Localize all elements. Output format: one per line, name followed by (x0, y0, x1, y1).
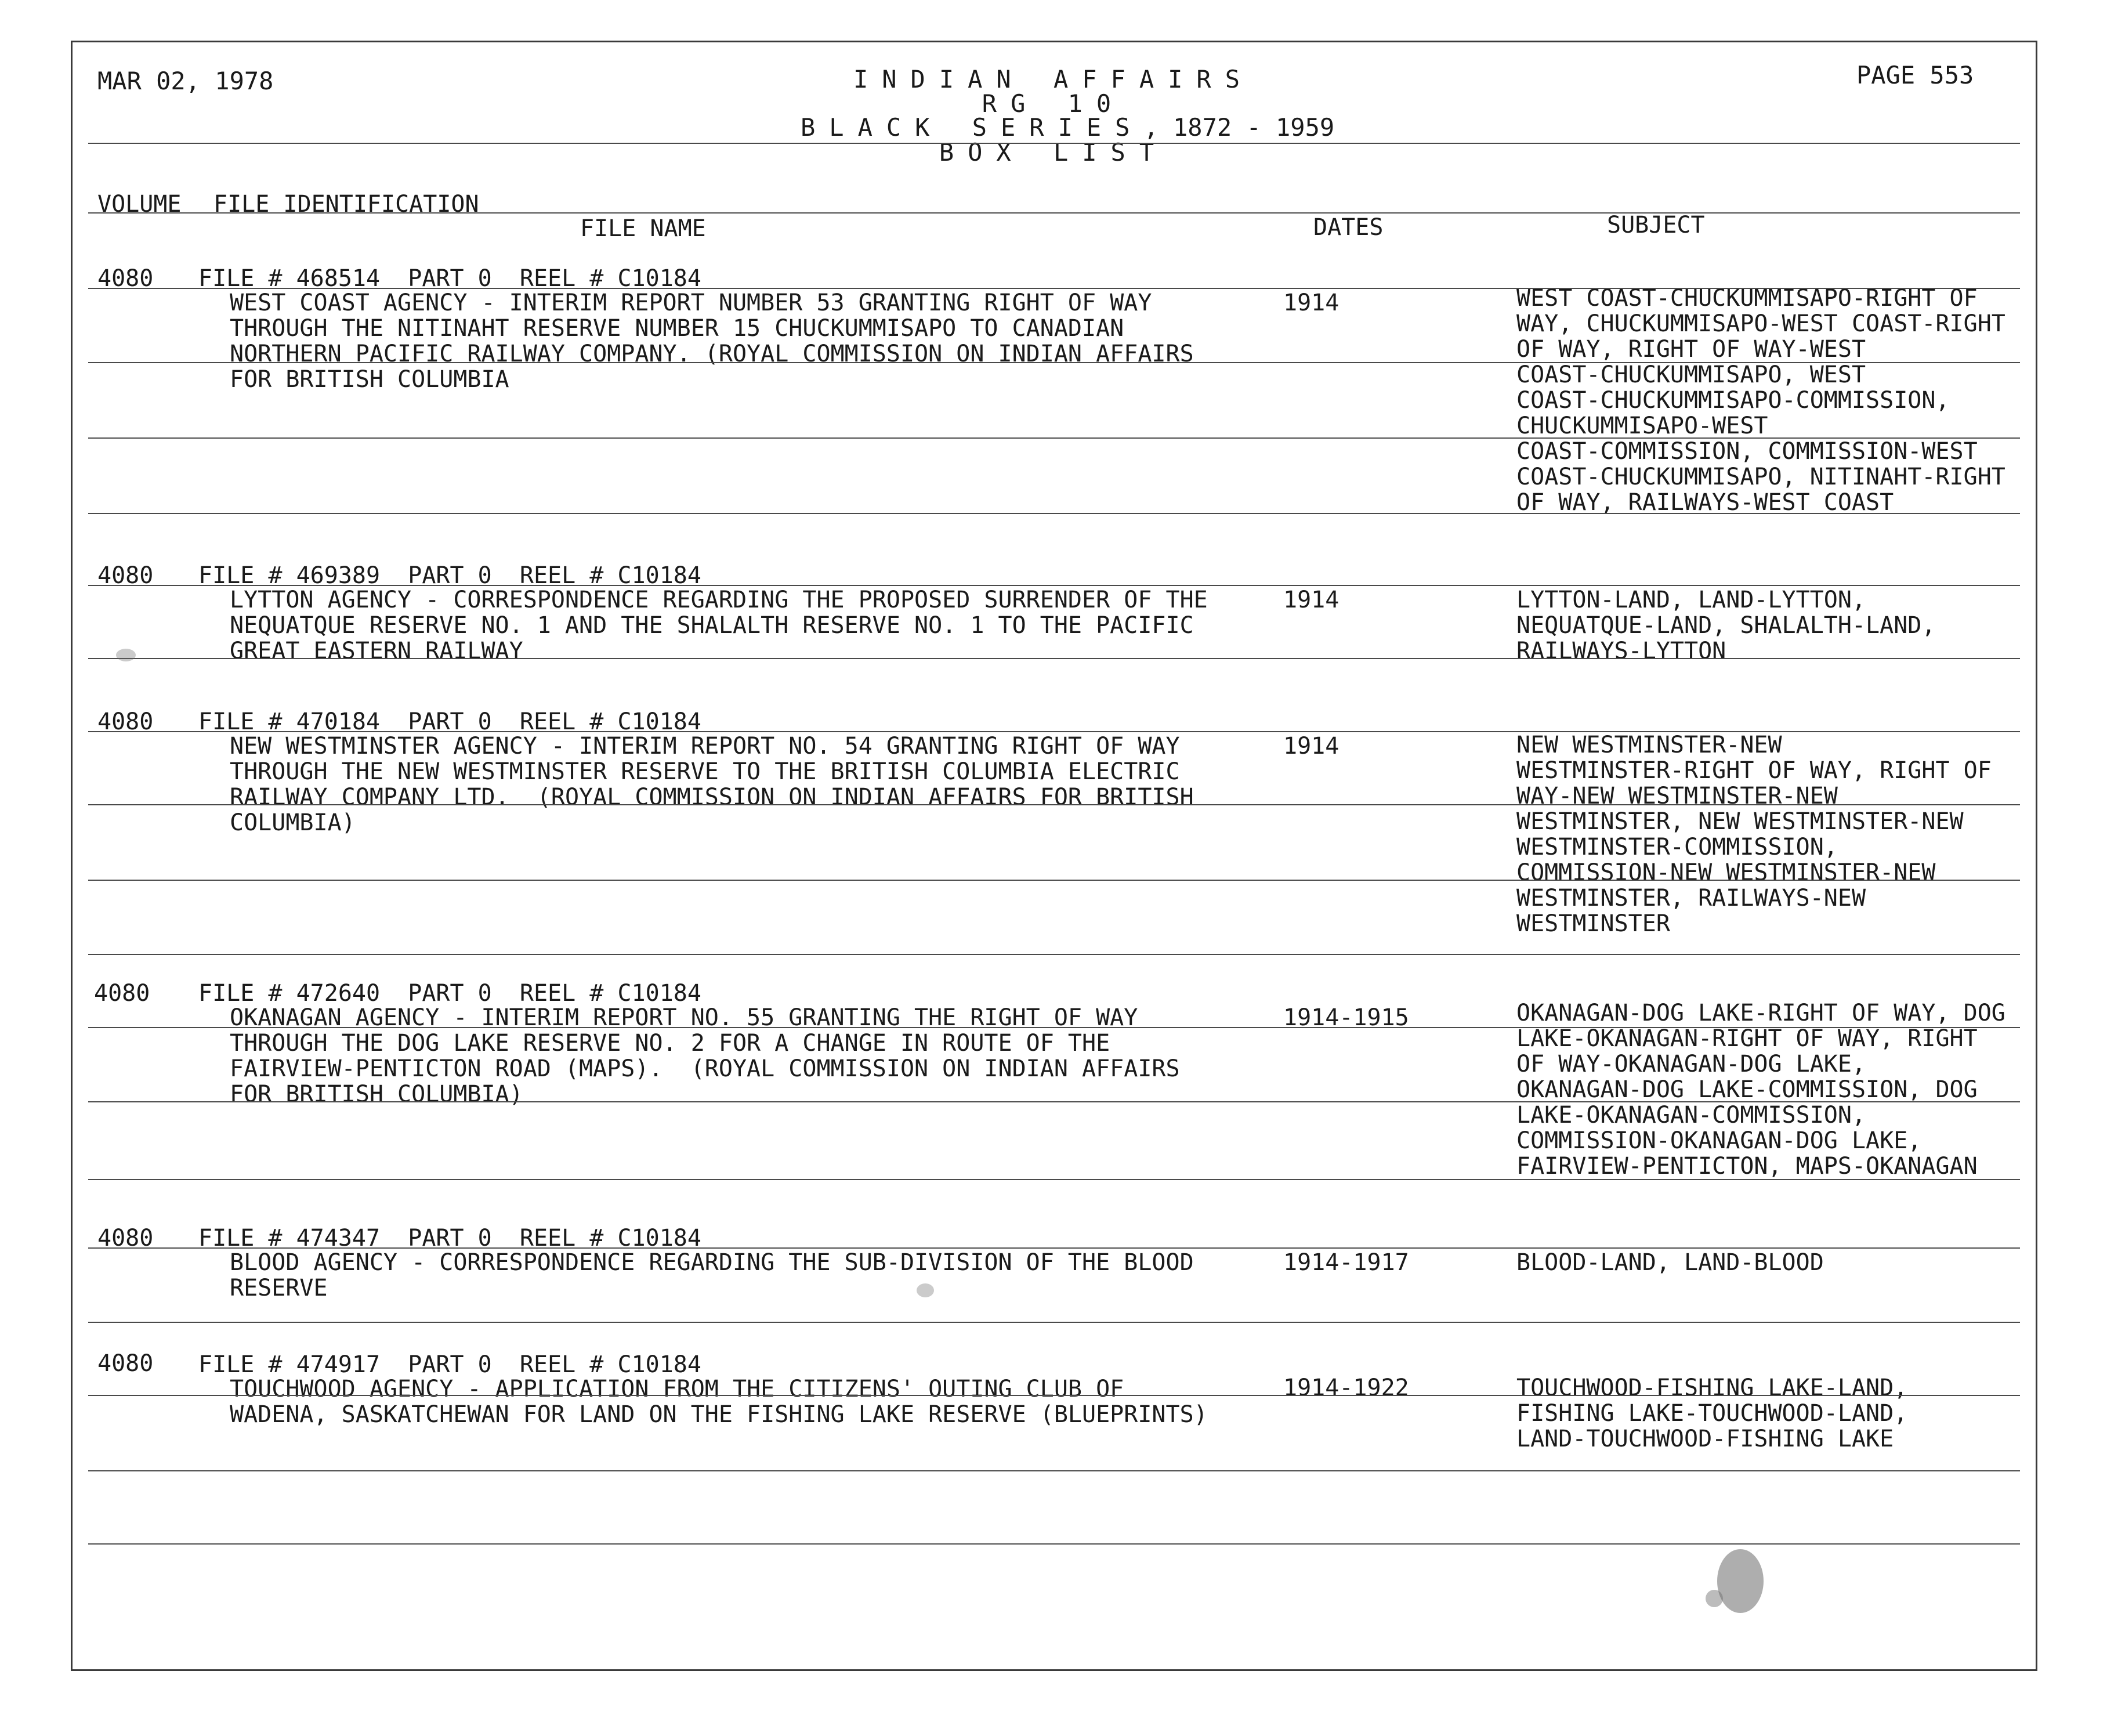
entry-file-id: FILE # 469389 PART 0 REEL # C10184 (198, 562, 701, 589)
row-rule (88, 1179, 2020, 1180)
row-rule (88, 585, 2020, 586)
entry-volume: 4080 (97, 265, 154, 292)
scan-smudge (1717, 1549, 1764, 1613)
entry-dates: 1914-1922 (1283, 1375, 1409, 1401)
row-rule (88, 658, 2020, 659)
row-rule (88, 804, 2020, 805)
entry-volume: 4080 (97, 708, 154, 735)
entry-file-name: OKANAGAN AGENCY - INTERIM REPORT NO. 55 GRANTING THE RIGHT OF WAY THROUGH THE DOG LAKE RESERVE NO. 2 FOR A CHANGE IN ROUTE OF THE FAIRVIEW-PENTICTON ROAD (MAPS). (ROYAL COMMISSION ON INDIAN AFFAIRS FOR BRITISH COLUMBIA) (230, 1004, 1180, 1108)
entry-subject: BLOOD-LAND, LAND-BLOOD (1516, 1249, 1824, 1276)
entry-file-name: WEST COAST AGENCY - INTERIM REPORT NUMBER 53 GRANTING RIGHT OF WAY THROUGH THE NITINAHT RESERVE NUMBER 15 CHUCKUMMISAPO TO CANADIAN NORTHERN PACIFIC RAILWAY COMPANY. (ROYAL COMMISSION ON INDIAN AFFAIRS FOR BRITISH COLUMBIA (230, 290, 1194, 393)
volume-column-header: VOLUME (97, 191, 182, 218)
header-rule (88, 143, 2020, 144)
box-list-title: BOX LIST (939, 138, 1168, 167)
entry-subject: LYTTON-LAND, LAND-LYTTON, NEQUATQUE-LAND, SHALALTH-LAND, RAILWAYS-LYTTON (1516, 587, 1936, 664)
scan-smudge (1706, 1590, 1723, 1607)
entry-volume: 4080 (97, 1225, 154, 1252)
entry-file-id: FILE # 474347 PART 0 REEL # C10184 (198, 1225, 701, 1252)
entry-dates: 1914-1917 (1283, 1249, 1409, 1276)
entry-subject: OKANAGAN-DOG LAKE-RIGHT OF WAY, DOG LAKE-OKANAGAN-RIGHT OF WAY, RIGHT OF WAY-OKANAGAN-DOG LAKE, OKANAGAN-DOG LAKE-COMMISSION, DOG LAKE-OKANAGAN-COMMISSION, COMMISSION-OKANAGAN-DOG LAKE, FAIRVIEW-PENTICTON, MAPS-OKANAGAN (1516, 1000, 2005, 1180)
file-name-column-header: FILE NAME (580, 215, 706, 242)
series-name: BLACK SERIES (801, 113, 1144, 142)
subject-column-header: SUBJECT (1607, 212, 1705, 238)
entry-file-id: FILE # 470184 PART 0 REEL # C10184 (198, 708, 701, 735)
dates-column-header: DATES (1313, 214, 1384, 241)
entry-dates: 1914-1915 (1283, 1004, 1409, 1031)
entry-file-id: FILE # 468514 PART 0 REEL # C10184 (198, 265, 701, 292)
entry-dates: 1914 (1283, 587, 1339, 613)
record-group: RG 10 (982, 89, 1125, 118)
entry-file-name: NEW WESTMINSTER AGENCY - INTERIM REPORT NO. 54 GRANTING RIGHT OF WAY THROUGH THE NEW WESTMINSTER RESERVE TO THE BRITISH COLUMBIA ELECTRIC RAILWAY COMPANY LTD. (ROYAL COMMISSION ON INDIAN AFFAIRS FOR BRITISH COLUMBIA) (230, 733, 1194, 836)
row-rule (88, 513, 2020, 514)
scan-smudge (116, 649, 136, 661)
row-rule (88, 362, 2020, 363)
entry-subject: WEST COAST-CHUCKUMMISAPO-RIGHT OF WAY, CHUCKUMMISAPO-WEST COAST-RIGHT OF WAY, RIGHT OF WAY-WEST COAST-CHUCKUMMISAPO, WEST COAST-CHUCKUMMISAPO-COMMISSION, CHUCKUMMISAPO-WEST COAST-COMMISSION, COMMISSION-WEST COAST-CHUCKUMMISAPO, NITINAHT-RIGHT OF WAY, RAILWAYS-WEST COAST (1516, 285, 2005, 516)
row-rule (88, 437, 2020, 439)
row-rule (88, 1470, 2020, 1471)
row-rule (88, 1543, 2020, 1545)
entry-subject: TOUCHWOOD-FISHING LAKE-LAND, FISHING LAKE-TOUCHWOOD-LAND, LAND-TOUCHWOOD-FISHING LAKE (1516, 1375, 1908, 1452)
row-rule (88, 880, 2020, 881)
entry-file-id: FILE # 472640 PART 0 REEL # C10184 (198, 980, 701, 1007)
file-identification-column-header: FILE IDENTIFICATION (213, 191, 479, 218)
entry-subject: NEW WESTMINSTER-NEW WESTMINSTER-RIGHT OF WAY, RIGHT OF WAY-NEW WESTMINSTER-NEW WESTMINSTER, NEW WESTMINSTER-NEW WESTMINSTER-COMMISSION, COMMISSION-NEW WESTMINSTER-NEW WESTMINSTER, RAILWAYS-NEW WESTMINSTER (1516, 732, 1992, 937)
entry-file-name: BLOOD AGENCY - CORRESPONDENCE REGARDING THE SUB-DIVISION OF THE BLOOD RESERVE (230, 1249, 1194, 1301)
column-header-rule (88, 212, 2020, 214)
entry-volume: 4080 (94, 980, 150, 1007)
entry-dates: 1914 (1283, 733, 1339, 760)
entry-file-name: LYTTON AGENCY - CORRESPONDENCE REGARDING THE PROPOSED SURRENDER OF THE NEQUATQUE RESERVE NO. 1 AND THE SHALALTH RESERVE NO. 1 TO THE PACIFIC GREAT EASTERN RAILWAY (230, 587, 1208, 664)
row-rule (88, 1322, 2020, 1323)
entry-file-id: FILE # 474917 PART 0 REEL # C10184 (198, 1351, 701, 1378)
row-rule (88, 1101, 2020, 1102)
entry-volume: 4080 (97, 562, 154, 589)
row-rule (88, 731, 2020, 732)
report-title: INDIAN AFFAIRS (853, 65, 1254, 93)
row-rule (88, 1027, 2020, 1028)
scan-smudge (917, 1283, 934, 1297)
page-number: PAGE 553 (1856, 61, 1974, 89)
entry-dates: 1914 (1283, 290, 1339, 316)
series-years: , 1872 - 1959 (1143, 113, 1335, 142)
row-rule (88, 1247, 2020, 1249)
entry-file-name: TOUCHWOOD AGENCY - APPLICATION FROM THE CITIZENS' OUTING CLUB OF WADENA, SASKATCHEWAN FOR LAND ON THE FISHING LAKE RESERVE (BLUEPRINTS) (230, 1376, 1208, 1428)
row-rule (88, 954, 2020, 955)
report-date: MAR 02, 1978 (97, 67, 274, 95)
row-rule (88, 288, 2020, 289)
entry-volume: 4080 (97, 1350, 154, 1377)
series-title (801, 115, 1334, 140)
row-rule (88, 1395, 2020, 1396)
